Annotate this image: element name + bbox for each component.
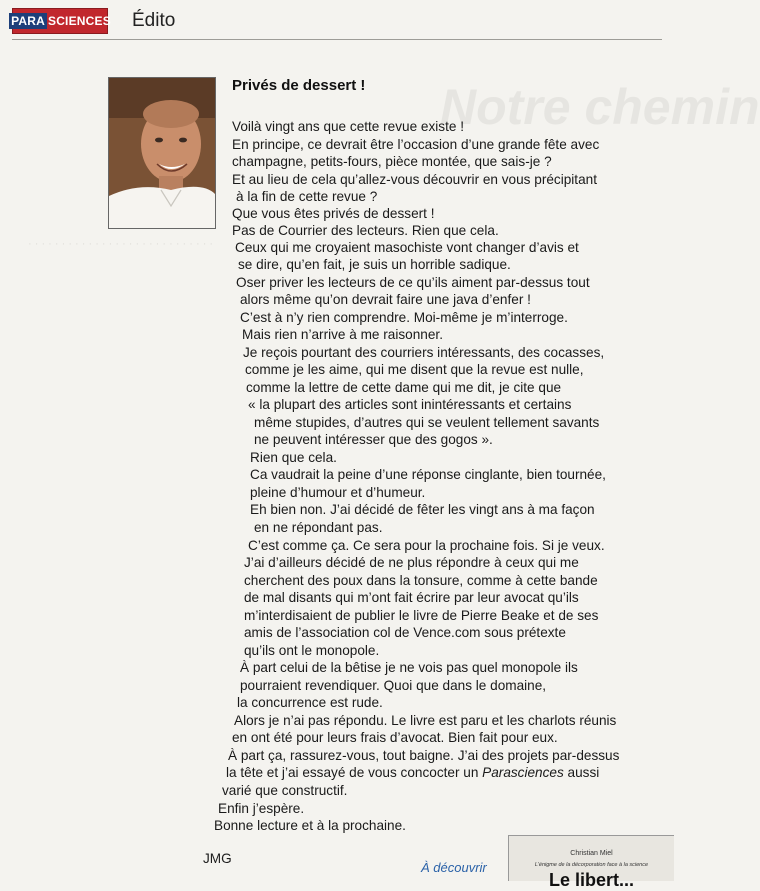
magazine-name: Parasciences	[482, 765, 564, 780]
header-divider	[12, 39, 662, 40]
editorial-line: Voilà vingt ans que cette revue existe !	[232, 119, 464, 134]
editorial-line: Mais rien n’arrive à me raisonner.	[242, 327, 443, 342]
editorial-line: Pas de Courrier des lecteurs. Rien que cela.	[232, 223, 499, 238]
editorial-line: pleine d’humour et d’humeur.	[250, 485, 426, 500]
page-header	[0, 0, 674, 42]
editorial-line: Je reçois pourtant des courriers intéressants, des cocasses,	[243, 345, 605, 360]
editorial-signature: JMG	[203, 851, 232, 866]
editorial-line: comme la lettre de cette dame qui me dit, je cite que	[246, 380, 562, 395]
editorial-line: Et au lieu de cela qu’allez-vous découvrir en vous précipitant	[232, 172, 597, 187]
editorial-line: comme je les aime, qui me disent que la revue est nulle,	[245, 362, 584, 377]
book-subtitle: L’énigme de la décorporation face à la science	[534, 862, 649, 868]
editorial-line: m’interdisaient de publier le livre de Pierre Beake et de ses	[244, 608, 599, 623]
editorial-line: même stupides, d’autres qui se veulent tellement savants	[254, 415, 600, 430]
editorial-line: varié que constructif.	[222, 783, 348, 798]
editorial-line: Oser priver les lecteurs de ce qu’ils aiment par-dessus tout	[236, 275, 590, 290]
author-photo	[108, 77, 216, 229]
editorial-line: Enfin j’espère.	[218, 801, 305, 816]
editorial-line: Alors je n’ai pas répondu. Le livre est paru et les charlots réunis	[234, 713, 617, 728]
editorial-line: C’est à n’y rien comprendre. Moi-même je m’interroge.	[240, 310, 568, 325]
editorial-line: Rien que cela.	[250, 450, 337, 465]
editorial-line: qu’ils ont le monopole.	[244, 643, 380, 658]
editorial-line: Ca vaudrait la peine d’une réponse cinglante, bien tournée,	[250, 467, 606, 482]
editorial-line: ne peuvent intéresser que des gogos ».	[254, 432, 493, 447]
parasciences-logo: PARA SCIENCES	[12, 8, 108, 34]
editorial-line: C’est comme ça. Ce sera pour la prochaine fois. Si je veux.	[248, 538, 605, 553]
editorial-line: À part ça, rassurez-vous, tout baigne. J’ai des projets par-dessus	[228, 748, 620, 763]
editorial-line: En principe, ce devrait être l’occasion d’une grande fête avec	[232, 137, 600, 152]
editorial-line: en ont été pour leurs frais d’avocat. Bien fait pour eux.	[232, 730, 558, 745]
editorial-line: la tête et j’ai essayé de vous concocter un Parasciences aussi	[226, 765, 600, 780]
editorial-line: Que vous êtes privés de dessert !	[232, 206, 435, 221]
editorial-line: Ceux qui me croyaient masochiste vont changer d’avis et	[235, 240, 579, 255]
editorial-line: cherchent des poux dans la tonsure, comme à cette bande	[244, 573, 598, 588]
book-title: Le libert...	[548, 870, 635, 890]
editorial-line: à la fin de cette revue ?	[236, 189, 378, 204]
editorial-line: en ne répondant pas.	[254, 520, 383, 535]
show-through-text: · · · · · · · · · · · · · · · · · · · · · · · · · · · ·	[28, 238, 214, 250]
editorial-line: « la plupart des articles sont inintéressants et certains	[248, 397, 572, 412]
section-label: Édito	[132, 10, 176, 31]
editorial-line: Eh bien non. J’ai décidé de fêter les vingt ans à ma façon	[250, 502, 595, 517]
editorial-line: champagne, petits-fours, pièce montée, que sais-je ?	[232, 154, 552, 169]
editorial-line: pourraient revendiquer. Quoi que dans le domaine,	[240, 678, 547, 693]
editorial-line: de mal disants qui m’ont fait écrire par leur avocat qu’ils	[244, 590, 579, 605]
editorial-line: Bonne lecture et à la prochaine.	[214, 818, 406, 833]
editorial-line: À part celui de la bêtise je ne vois pas quel monopole ils	[240, 660, 578, 675]
book-author: Christian Miel	[570, 850, 613, 857]
show-through-heading: Notre chemin	[440, 79, 760, 135]
editorial-line: J’ai d’ailleurs décidé de ne plus répondre à ceux qui me	[244, 555, 579, 570]
editorial-line: la concurrence est rude.	[237, 695, 383, 710]
editorial-line: se dire, qu’en fait, je suis un horrible sadique.	[238, 257, 511, 272]
editorial-title: Privés de dessert !	[232, 77, 366, 94]
editorial-line: amis de l’association col de Vence.com sous prétexte	[244, 625, 566, 640]
editorial-line: alors même qu’on devrait faire une java d’enfer !	[240, 292, 531, 307]
book-cover[interactable]	[508, 835, 674, 890]
discover-link[interactable]: À découvrir	[421, 860, 487, 875]
